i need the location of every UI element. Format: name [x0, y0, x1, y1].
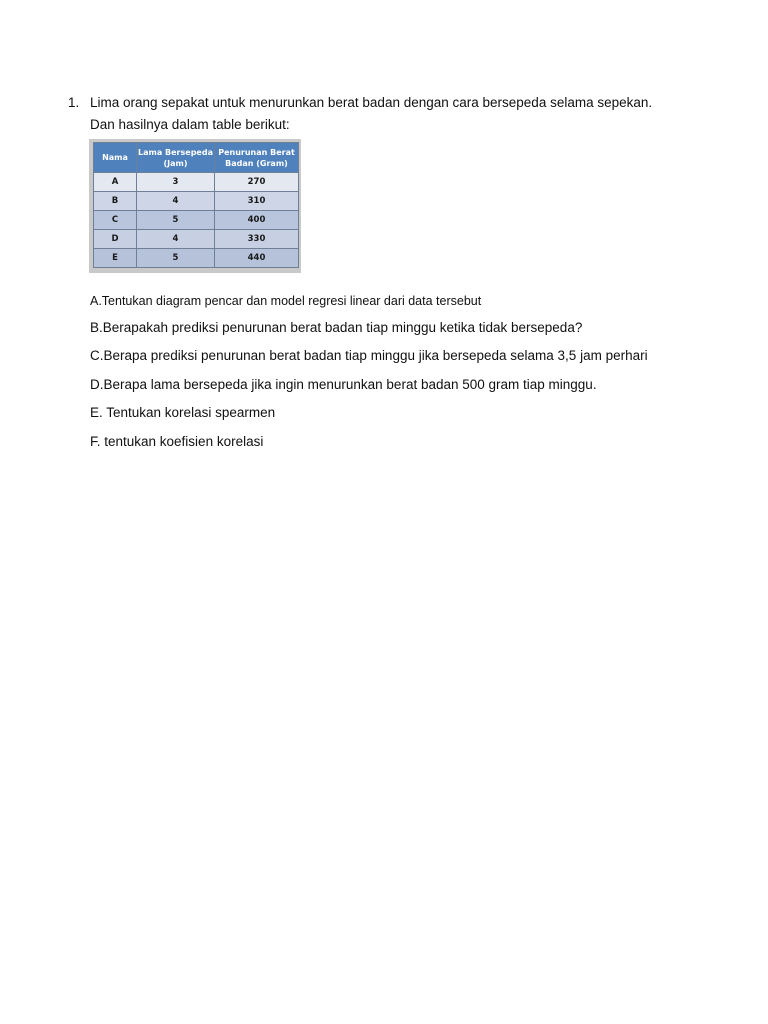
cell-jam: 4 [137, 230, 215, 249]
table-header-row [94, 143, 299, 173]
cell-jam: 3 [137, 173, 215, 192]
cell-nama: D [94, 230, 137, 249]
item-f: F. tentukan koefisien korelasi [90, 434, 264, 449]
table-row [94, 249, 299, 268]
cell-jam: 4 [137, 192, 215, 211]
table-row [94, 173, 299, 192]
header-nama: Nama [94, 143, 137, 173]
item-d: D.Berapa lama bersepeda jika ingin menurunkan berat badan 500 gram tiap minggu. [90, 377, 597, 392]
cell-nama: A [94, 173, 137, 192]
header-lama-bersepeda: Lama Bersepeda (Jam) [137, 143, 215, 173]
item-b: B.Berapakah prediksi penurunan berat badan tiap minggu ketika tidak bersepeda? [90, 320, 583, 335]
item-e: E. Tentukan korelasi spearmen [90, 405, 276, 420]
table-row [94, 230, 299, 249]
data-table-image [89, 139, 301, 273]
cell-gram: 330 [215, 230, 299, 249]
cell-gram: 440 [215, 249, 299, 268]
cell-jam: 5 [137, 211, 215, 230]
item-c: C.Berapa prediksi penurunan berat badan tiap minggu jika bersepeda selama 3,5 jam perhari [90, 348, 648, 363]
question-number: 1. [68, 95, 80, 110]
header-penurunan-berat: Penurunan Berat Badan (Gram) [215, 143, 299, 173]
cell-nama: E [94, 249, 137, 268]
cell-nama: C [94, 211, 137, 230]
table-row [94, 211, 299, 230]
question-text-line-1: Lima orang sepakat untuk menurunkan berat badan dengan cara bersepeda selama sepekan. [90, 95, 653, 110]
question-text-line-2: Dan hasilnya dalam table berikut: [90, 117, 290, 132]
cell-gram: 270 [215, 173, 299, 192]
cell-nama: B [94, 192, 137, 211]
cell-jam: 5 [137, 249, 215, 268]
item-a: A.Tentukan diagram pencar dan model regresi linear dari data tersebut [90, 294, 482, 308]
cell-gram: 310 [215, 192, 299, 211]
table-row [94, 192, 299, 211]
data-table [93, 142, 299, 268]
cell-gram: 400 [215, 211, 299, 230]
